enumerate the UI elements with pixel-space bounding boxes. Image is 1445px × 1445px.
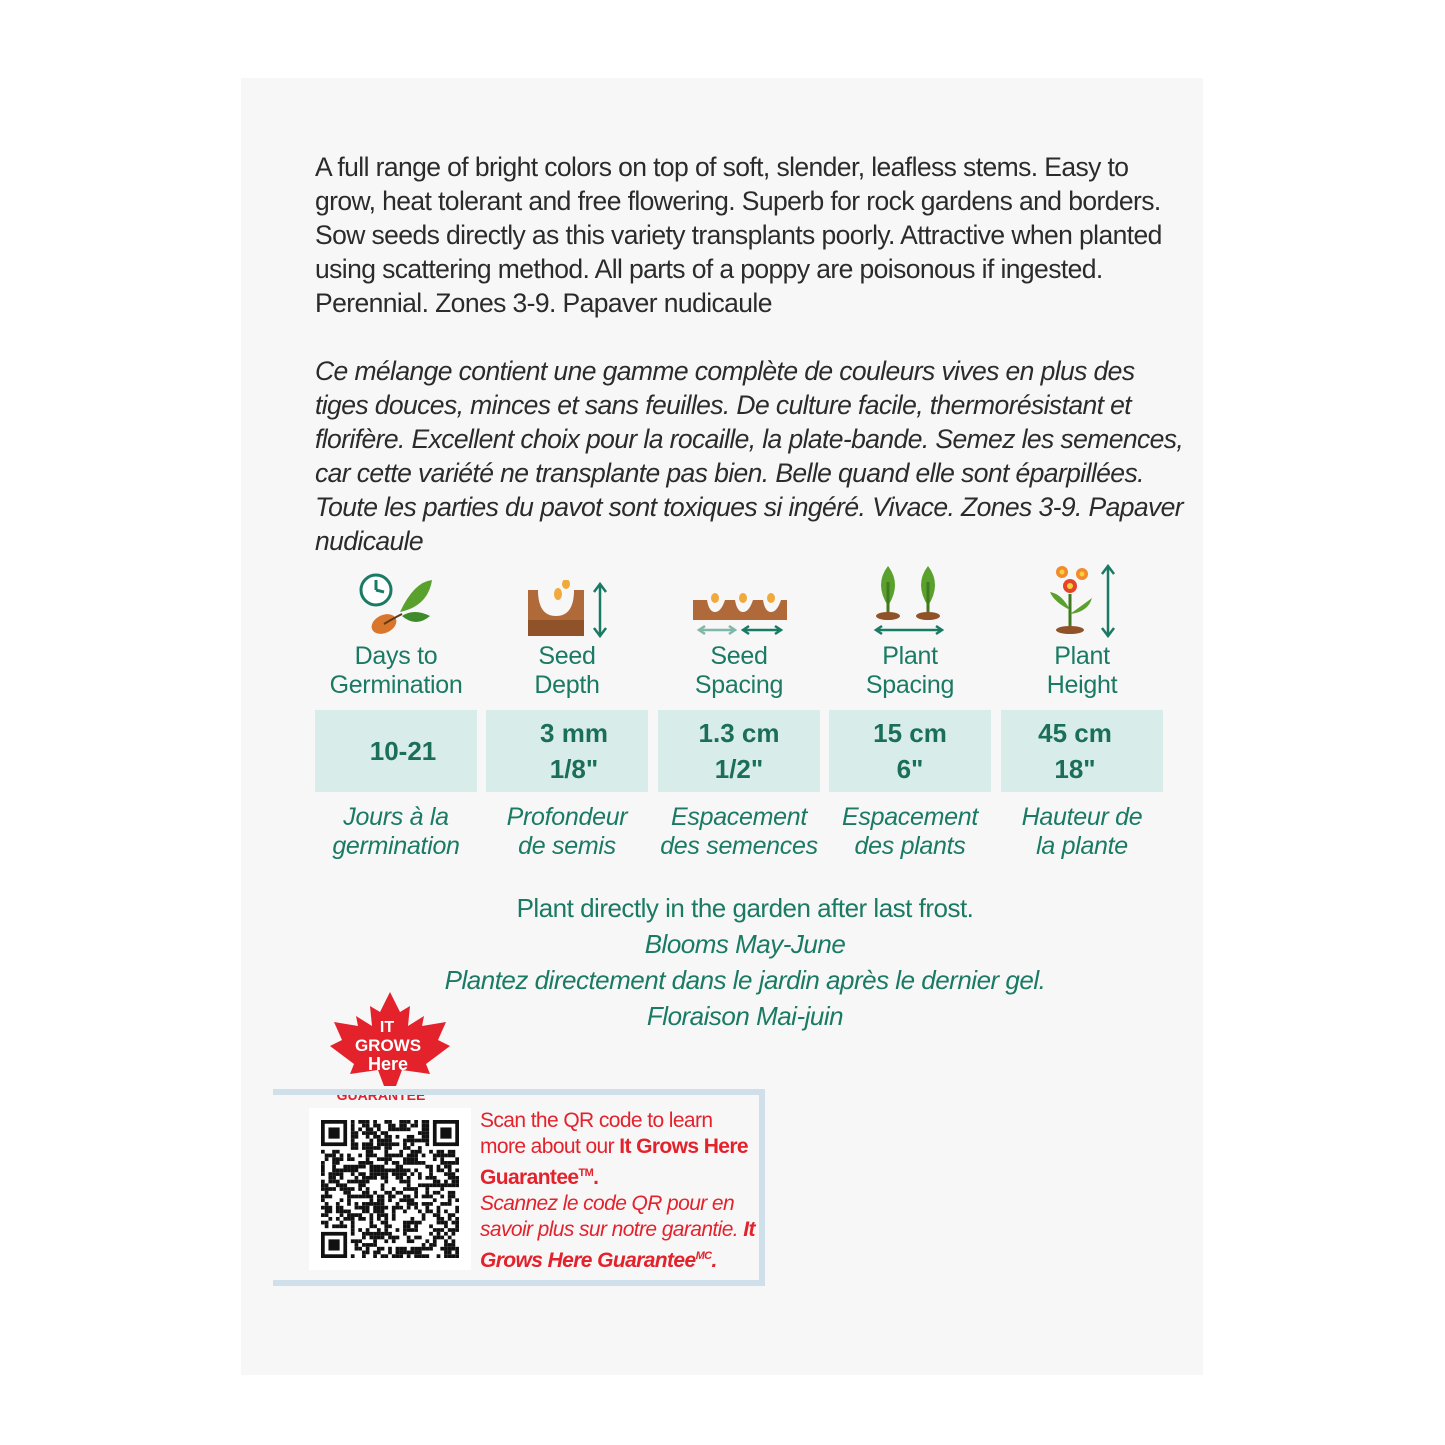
label-en-line1: Plant: [1054, 642, 1110, 670]
label-fr-line2: germination: [332, 832, 460, 860]
label-fr-seed-depth: [486, 803, 648, 861]
label-fr-line2: de semis: [518, 832, 616, 860]
label-fr-line2: la plante: [1036, 832, 1128, 860]
spec-seed-spacing: [658, 560, 820, 700]
label-en-line2: Height: [1046, 671, 1118, 699]
description-french: Ce mélange contient une gamme complète de couleurs vives en plus des tiges douces, minces et sans feuilles. De culture facile, thermorésistant et florifère. Excellent choix pour la rocaille, la plate-bande. Semez les semences, car cette variété ne transplante pas bien. Belle quand elle sont éparpillées. Toute les parties du pavot sont toxiques si ingéré. Vivace. Zones 3-9. Papaver nudicaule: [315, 356, 1184, 556]
label-en-line2: Depth: [534, 671, 600, 699]
label-fr-days-to-germination: [315, 803, 477, 861]
value-seed-depth: [486, 710, 648, 792]
qr-text-en-end: .: [593, 1166, 599, 1189]
value-line1: 45 cm: [1038, 718, 1112, 748]
label-en-line1: Seed: [710, 642, 768, 670]
label-en-line2: Germination: [329, 671, 463, 699]
label-fr-line1: Espacement: [671, 803, 807, 831]
spec-plant-spacing: [829, 560, 991, 700]
label-en-line2: Spacing: [694, 671, 784, 699]
clock-seedling-icon: [315, 560, 477, 638]
logo-line2: GROWS: [354, 1036, 422, 1055]
qr-text-fr-end: .: [711, 1249, 717, 1272]
label-fr-line1: Espacement: [842, 803, 978, 831]
label-en-line2: Spacing: [865, 671, 955, 699]
value-line2: 6": [896, 754, 924, 784]
value-line2: 18": [1054, 754, 1096, 784]
description-english: A full range of bright colors on top of soft, slender, leafless stems. Easy to grow, heat tolerant and free flowering. Superb for rock gardens and borders. Sow seeds directly as this variety transplants poorly. Attractive when planted using scattering method. All parts of a poppy are poisonous if ingested. Perennial. Zones 3-9. Papaver nudicaule: [315, 152, 1162, 318]
qr-instructions: [480, 1108, 760, 1274]
value-seed-spacing: [658, 710, 820, 792]
value-plant-spacing: [829, 710, 991, 792]
label-en-line1: Days to: [354, 642, 438, 670]
spec-plant-height: [1001, 560, 1163, 700]
value-line1: 1.3 cm: [698, 718, 780, 748]
label-fr-plant-height: [1001, 803, 1163, 861]
qr-text-fr-tm: MC: [695, 1250, 712, 1262]
label-fr-line1: Profondeur: [506, 803, 628, 831]
logo-line3: Here: [367, 1054, 409, 1074]
value-days-to-germination: [315, 710, 477, 792]
label-fr-line1: Jours à la: [343, 803, 449, 831]
qr-text-fr: Scannez le code QR pour en savoir plus sur notre garantie.: [480, 1192, 744, 1241]
value-line1: 10-21: [369, 736, 437, 766]
label-en-line1: Seed: [538, 642, 596, 670]
seed-depth-icon: [486, 560, 648, 638]
plant-height-icon: [1001, 560, 1163, 638]
planting-note-fr: Plantez directement dans le jardin après le dernier gel.: [444, 965, 1046, 995]
spec-seed-depth: [486, 560, 648, 700]
value-line1: 15 cm: [873, 718, 947, 748]
label-fr-line2: des plants: [854, 832, 966, 860]
value-line2: 1/8": [549, 754, 599, 784]
qr-text-en: Scan the QR code to learn more about our: [480, 1109, 713, 1158]
qr-text-fr-bold: It Grows Here Guarantee: [480, 1218, 755, 1272]
qr-code-icon[interactable]: [321, 1120, 459, 1258]
plant-spacing-icon: [829, 560, 991, 638]
value-plant-height: [1001, 710, 1163, 792]
bloom-note-en: Blooms May-June: [644, 929, 846, 959]
seed-spacing-icon: [658, 560, 820, 638]
logo-line1: IT: [379, 1019, 395, 1036]
value-line1: 3 mm: [540, 718, 608, 748]
value-line2: 1/2": [714, 754, 764, 784]
planting-note-en: Plant directly in the garden after last frost.: [516, 893, 974, 923]
qr-text-en-tm: TM: [578, 1167, 594, 1179]
label-fr-line1: Hauteur de: [1021, 803, 1143, 831]
spec-days-to-germination: [315, 560, 477, 700]
qr-code-background: [309, 1108, 471, 1270]
label-fr-line2: des semences: [660, 832, 818, 860]
qr-text-en-bold: It Grows Here Guarantee: [480, 1135, 749, 1189]
logo-line4: GUARANTEE™: [336, 1087, 440, 1103]
label-en-line1: Plant: [882, 642, 938, 670]
bloom-note-fr: Floraison Mai-juin: [646, 1001, 844, 1031]
label-fr-seed-spacing: [658, 803, 820, 861]
label-fr-plant-spacing: [829, 803, 991, 861]
